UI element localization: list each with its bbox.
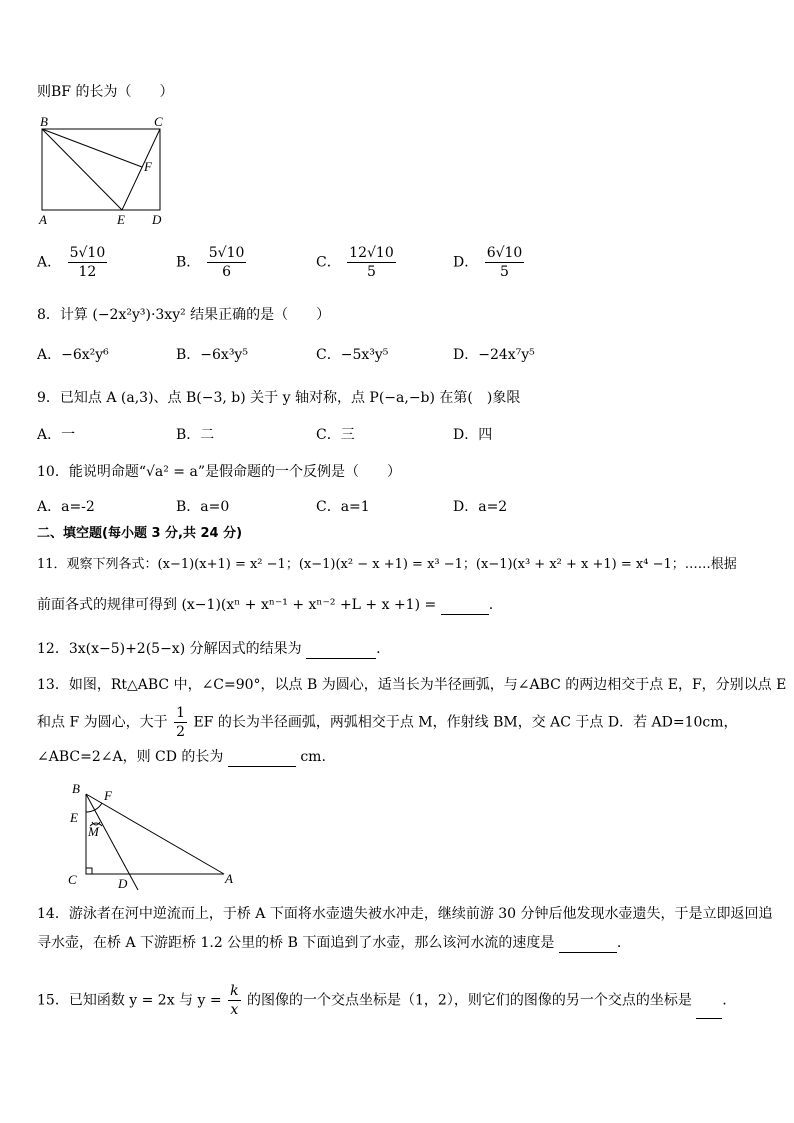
- q7-label-F: F: [144, 159, 152, 174]
- q7-line-BF: [42, 129, 142, 167]
- q12-line: 12．3x(x−5)+2(5−x) 分解因式的结果为 .: [37, 641, 381, 657]
- q13-label-F: F: [104, 788, 112, 803]
- q9-option-c[interactable]: C．三: [316, 427, 355, 443]
- q7-option-b[interactable]: B． $\frac{5√10}{6}$: [176, 245, 245, 280]
- q10-option-d[interactable]: D．a=2: [453, 499, 508, 515]
- q8-option-a[interactable]: A．−6x²y⁶: [37, 347, 109, 363]
- q13-label-D: D: [118, 876, 128, 891]
- q7-label-D: D: [152, 212, 162, 227]
- q10-option-b[interactable]: B．a=0: [176, 499, 230, 515]
- q8-option-d[interactable]: D．−24x⁷y⁵: [453, 347, 535, 363]
- q11-line1: 11．观察下列各式：(x−1)(x+1) = x² −1；(x−1)(x² − x +1) = x³ −1；(x−1)(x³ + x² + x +1) = x⁴ −1；……根据: [37, 557, 737, 572]
- q13-label-E: E: [70, 810, 78, 825]
- q7-stem: 则BF 的长为（ ）: [37, 84, 174, 100]
- q11-answer-blank[interactable]: [441, 600, 489, 615]
- q7-figure: [36, 112, 176, 230]
- q7-label-E: E: [117, 212, 125, 227]
- q14-line2: 寻水壶，在桥 A 下游距桥 1.2 公里的桥 B 下面追到了水壶，那么该河水流的速度是 .: [37, 935, 622, 951]
- q10-stem: 10．能说明命题“√a² = a”是假命题的一个反例是（ ）: [37, 464, 401, 480]
- q13-label-M: M: [88, 824, 99, 839]
- q8-stem: 8．计算 (−2x²y³)·3xy² 结果正确的是（ ）: [37, 307, 331, 323]
- q14-answer-blank[interactable]: [559, 938, 617, 953]
- q10-option-a[interactable]: A．a=-2: [37, 499, 95, 515]
- q13-line1: 13．如图，Rt△ABC 中，∠C=90°，以点 B 为圆心，适当长为半径画弧，与∠ABC 的两边相交于点 E，F，分别以点 E: [37, 677, 787, 693]
- q13-line3: ∠ABC=2∠A，则 CD 的长为 cm.: [37, 749, 326, 765]
- q7-rectangle: [42, 129, 160, 210]
- q11-line2: 前面各式的规律可得到 (x−1)(xⁿ + xⁿ⁻¹ + xⁿ⁻² +L + x +1) = .: [37, 597, 494, 613]
- q15-answer-blank[interactable]: [696, 1004, 722, 1019]
- section-heading-fill-in: 二、填空题(每小题 3 分,共 24 分): [37, 526, 243, 541]
- q7-label-A: A: [39, 212, 47, 227]
- q13-label-B: B: [72, 781, 80, 796]
- q13-label-A: A: [225, 871, 233, 886]
- q9-option-b[interactable]: B．二: [176, 427, 215, 443]
- q7-label-C: C: [154, 114, 163, 129]
- q9-option-d[interactable]: D．四: [453, 427, 493, 443]
- q8-option-b[interactable]: B．−6x³y⁵: [176, 347, 248, 363]
- q13-figure: [62, 778, 244, 893]
- q8-option-c[interactable]: C．−5x³y⁵: [316, 347, 389, 363]
- q7-label-B: B: [40, 114, 48, 129]
- q9-option-a[interactable]: A．一: [37, 427, 76, 443]
- q7-line-BE: [42, 129, 122, 210]
- q14-line1: 14．游泳者在河中逆流而上，于桥 A 下面将水壶遗失被水冲走，继续前游 30 分钟后他发现水壶遗失，于是立即返回追: [37, 906, 773, 922]
- q13-line2: 和点 F 为圆心，大于 $\frac{1}{2}$ EF 的长为半径画弧，两弧相交于点 M，作射线 BM，交 AC 于点 D．若 AD=10cm，: [37, 705, 738, 740]
- q13-arc-EF: [86, 803, 102, 812]
- q9-stem: 9．已知点 A (a,3)、点 B(−3, b) 关于 y 轴对称，点 P(−a,−b) 在第( )象限: [37, 390, 521, 406]
- q13-right-angle: [86, 868, 92, 874]
- q7-option-a[interactable]: A． $\frac{5√10}{12}$: [37, 245, 106, 280]
- q15-line: 15．已知函数 y = 2x 与 y = $\frac{k}{x}$ 的图像的一个交点坐标是（1，2），则它们的图像的另一个交点的坐标是 .: [37, 983, 727, 1018]
- q7-option-d[interactable]: D． $\frac{6√10}{5}$: [453, 245, 523, 280]
- q12-answer-blank[interactable]: [306, 644, 376, 659]
- q7-option-c[interactable]: C． $\frac{12√10}{5}$: [316, 245, 394, 280]
- q7-line-EC: [122, 129, 160, 210]
- q13-answer-blank[interactable]: [228, 752, 296, 767]
- q13-ray-BM: [86, 794, 138, 890]
- q13-label-C: C: [68, 872, 77, 887]
- q13-side-BA: [86, 794, 224, 874]
- q10-option-c[interactable]: C．a=1: [316, 499, 370, 515]
